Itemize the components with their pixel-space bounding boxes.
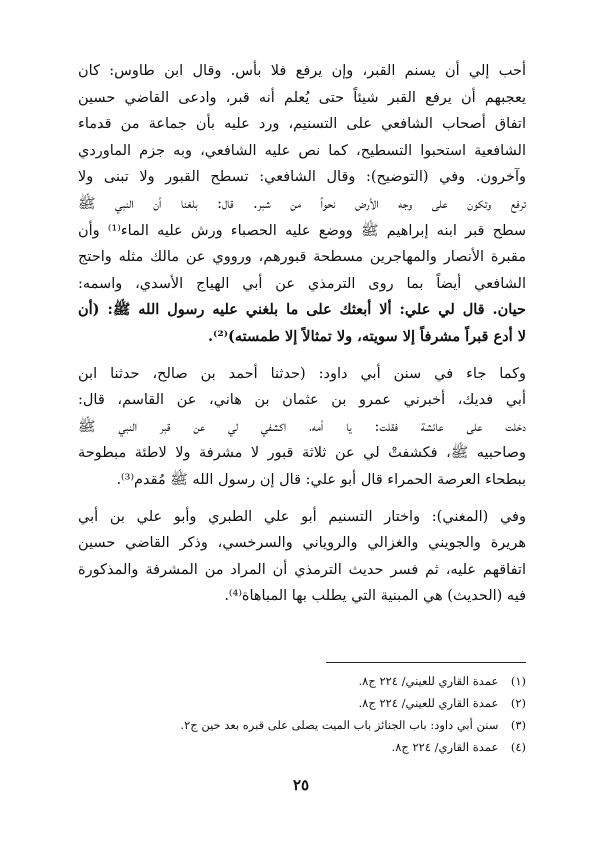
text-line: يعجبهم أن يرفع القبر شيئاً حتى يُعلم أنه قبر، وادعى القاضي حسين — [78, 89, 526, 106]
text-line: سطح قبر ابنه إبراهيم ﷺ ووضع عليه الحصباء ورش عليه الماء⁽¹⁾ وأن — [78, 222, 526, 239]
text-line: ببطحاء العرصة الحمراء قال أبو علي: قال إن رسول الله ﷺ مُقدم⁽³⁾. — [116, 471, 526, 488]
text-line: وفي (المغني): واختار التسنيم أبو علي الطبري وأبو علي بن أبي — [78, 508, 526, 525]
text-line: الشافعي أيضاً بما روى الترمذي عن أبي الهياج الأسدي، واسمه: — [78, 275, 526, 292]
footnote — [78, 670, 526, 692]
text-line: اتفاق أصحاب الشافعي على التسنيم، ورد عليه بأن جماعة من قدماء — [78, 116, 526, 133]
paragraph — [78, 58, 526, 351]
footnote-text: عمدة القاري للعيني/ ٢٢٤ ج٨. — [358, 696, 499, 710]
page-number: ٢٥ — [292, 776, 310, 794]
text-line: أحب إلي أن يسنم القبر، وإن يرفع فلا بأس. وقال ابن طاوس: كان — [78, 63, 526, 79]
footnote-number: (٣) — [510, 718, 526, 732]
footnote-text: عمدة القاري/ ٢٢٤ ج٨. — [391, 740, 499, 754]
text-line: أبي فديك، أخبرني عمرو بن عثمان بن هاني، عن القاسم، قال: — [78, 392, 526, 409]
text-line: الشافعية استحبوا التسطيح، كما نص عليه الشافعي، وبه جزم الماوردي — [78, 142, 526, 159]
footnotes — [78, 670, 526, 758]
footnote-number: (١) — [510, 674, 526, 688]
footnote — [78, 736, 526, 758]
body-text — [78, 58, 526, 610]
text-line: وصاحبيه ﷺ، فكشفتْ لي عن ثلاثة قبور لا مشرفة ولا لاطئة مبطوحة — [78, 445, 526, 462]
text-line: وكما جاء في سنن أبي داود: (حدثنا أحمد بن صالح، حدثنا ابن — [78, 365, 526, 382]
footnote-divider — [326, 662, 526, 663]
text-line: مقبرة الأنصار والمهاجرين مسطحة قبورهم، ورووي عن مالك مثله واحتج — [78, 249, 526, 266]
text-line: ترفع وتكون على وجه الأرض نحواً من شبر. قال: بلغنا أن النبي ﷺ — [78, 195, 526, 212]
text-line: وآخرون. وفي (التوضيح): وقال الشافعي: تسطح القبور ولا تبنى ولا — [78, 169, 526, 186]
text-line: دخلت على عائشة فقلت: يا أمه، اكشفي لي عن قبر النبي ﷺ — [78, 418, 526, 435]
footnote-text: سنن أبي داود: باب الجنائز باب الميت يصلى على قبره بعد حين ج٢. — [180, 718, 499, 732]
footnote — [78, 692, 526, 714]
footnote — [78, 714, 526, 736]
footnote-number: (٤) — [510, 740, 526, 754]
text-line: هريرة والجويني والغزالي والروياني والسرخسي، وذكر القاضي حسين — [78, 535, 526, 552]
footnote-text: عمدة القاري للعيني/ ٢٢٤ ج٨. — [358, 674, 499, 688]
text-line: لا أدع قبراً مشرفاً إلا سويته، ولا تمثالاً إلا طمسته)⁽²⁾. — [207, 327, 526, 345]
paragraph — [78, 504, 526, 610]
text-line: اتفاقهم عليه، ثم فسر حديث الترمذي أن المراد من المشرفة والمذكورة — [78, 561, 526, 578]
text-line: فيه (الحديث) هي المبنية التي يطلب بها المباهاة⁽⁴⁾. — [224, 588, 526, 605]
footnote-number: (٢) — [510, 696, 526, 710]
paragraph — [78, 361, 526, 494]
text-line: حيان. قال لي علي: ألا أبعثك على ما بلغني عليه رسول الله ﷺ: (أن — [78, 301, 526, 319]
